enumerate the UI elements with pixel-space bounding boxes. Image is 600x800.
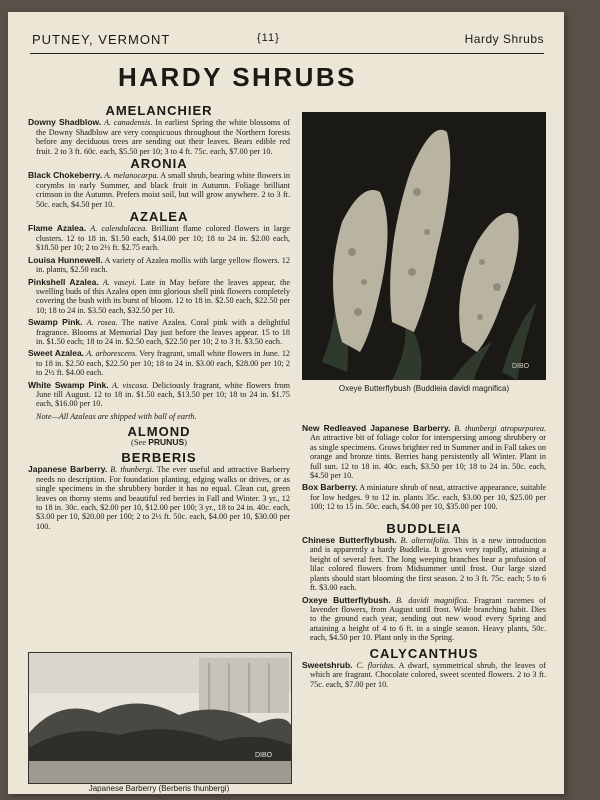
entry-white-swamp-pink bbox=[28, 381, 290, 409]
entry-botanical: A. vaseyi. bbox=[102, 277, 137, 287]
entry-name: White Swamp Pink. bbox=[28, 379, 109, 390]
azalea-note: Note—All Azaleas are shipped with ball of earth. bbox=[36, 411, 197, 421]
entry-text: A dwarf, symmetrical shrub, the leaves of which are fragrant. Chocolate colored, sweet scented flowers. 2 to 3 ft. 75c. each, $7.00 per 10. bbox=[310, 660, 546, 689]
page-title: HARDY SHRUBS bbox=[118, 62, 357, 92]
entry-downy-shadblow bbox=[28, 118, 290, 156]
entry-name: Japanese Barberry. bbox=[28, 464, 108, 475]
section-heading-almond: ALMOND bbox=[127, 424, 191, 440]
entry-sweetshrub bbox=[302, 661, 546, 689]
header-rule bbox=[30, 53, 544, 54]
photo-stamp: DIBO bbox=[255, 752, 273, 759]
entry-botanical: A. viscosa. bbox=[112, 380, 149, 390]
right-column bbox=[302, 424, 546, 692]
entry-box-barberry bbox=[302, 483, 546, 511]
entry-name: Box Barberry. bbox=[302, 482, 358, 493]
entry-name: New Redleaved Japanese Barberry. bbox=[302, 423, 451, 433]
butterflybush-illustration bbox=[302, 112, 546, 380]
entry-text: In earliest Spring the white blossoms of the Downy Shadblow are very conspicuous throughout the Northern forests before any deciduous trees are sending out their leaves. Bears edible red fruit. 2 to 3 ft. 60c. each, $5.50 per 10; 3 to 4 ft. 75c. each, $7.00 per 10. bbox=[36, 118, 291, 156]
entry-text: This is a new introduction and is apparently a hardy Buddleia. It grows very rapidly, attaining a height of several feet. The long weeping branches bear a profusion of lilac colored flowers from Midsummer until frost. Our large sized plants should start blooming the first season. 2 to 3 ft. 75c. each; 5 to 6 ft. $3.00 each. bbox=[310, 536, 546, 593]
entry-text: An attractive bit of foliage color for interspersing among shrubbery or as single specimens. Grows brighter red in Summer and in Fall takes on orange and bronze tints. Berries hang persistently all Winter. Plant in full sun. 12 to 18 in. 40c. each, $3.50 per 10; 18 to 24 in. 50c. each, $4.50 per 10. bbox=[310, 433, 546, 481]
entry-name: Chinese Butterflybush. bbox=[302, 535, 397, 546]
see-prefix: (See bbox=[131, 436, 149, 447]
entry-sweet-azalea bbox=[28, 349, 290, 377]
header-location: PUTNEY, VERMONT bbox=[32, 32, 171, 47]
entry-text: Fragrant racemes of lavender flowers, from August until frost. Wide branching habit. Dies to the ground each year, sending out new wood every Spring and attaining a height of 4 to 6 ft. in a single season. Heavy plants, 50c. each, $4.50 per 10. Plant only in the Spring. bbox=[310, 595, 546, 643]
entry-name: Sweet Azalea. bbox=[28, 348, 85, 359]
entry-oxeye-butterflybush bbox=[302, 596, 546, 643]
page-number: {11} bbox=[257, 32, 280, 44]
barberry-caption: Japanese Barberry (Berberis thunbergi) bbox=[88, 784, 230, 793]
entry-botanical: A. arborescens. bbox=[86, 349, 138, 359]
entry-name: Black Chokeberry. bbox=[28, 170, 103, 181]
entry-name: Louisa Hunnewell. bbox=[28, 254, 103, 265]
section-heading-aronia: ARONIA bbox=[130, 156, 188, 172]
entry-text: Very fragrant, small white flowers in June. 12 to 18 in. $2.50 each, $22.50 per 10; 18 to 24 in. $3.00 each, $28.00 per 10; 2 to 2½ ft. $4.00 each. bbox=[36, 349, 291, 378]
entry-name: Swamp Pink. bbox=[28, 317, 83, 328]
section-heading-buddleia: BUDDLEIA bbox=[386, 520, 462, 536]
entry-botanical: A. canadensis. bbox=[104, 118, 153, 128]
entry-black-chokeberry bbox=[28, 171, 290, 209]
barberry-illustration bbox=[29, 653, 291, 783]
left-column bbox=[28, 104, 290, 534]
entry-redleaved-barberry bbox=[302, 424, 546, 480]
entry-text: Deliciously fragrant, white flowers from June till August. 12 to 18 in. $1.50 each, $13.50 per 10; 18 to 24 in. $1.75 each, $16.00 per 10. bbox=[36, 380, 291, 409]
entry-botanical: C. floridus. bbox=[356, 660, 396, 670]
entry-louisa-hunnewell bbox=[28, 256, 290, 275]
see-target: PRUNUS bbox=[148, 436, 185, 447]
butterflybush-caption: Oxeye Butterflybush (Buddleia davidi magnifica) bbox=[338, 384, 510, 393]
entry-botanical: B. thunbergi. bbox=[110, 465, 154, 475]
section-heading-azalea: AZALEA bbox=[129, 209, 189, 225]
photo-stamp: DIBO bbox=[512, 363, 530, 370]
entry-chinese-butterflybush bbox=[302, 536, 546, 592]
entry-name: Pinkshell Azalea. bbox=[28, 276, 99, 287]
entry-text: Late in May before the leaves appear, the swelling buds of this Azalea open into glorious shell pink flowers completely covering the bush with its burst of bloom. 12 to 18 in. $2.50 each, $22.50 per 10; 18 to 24 in. $3.50 each, $32.50 per 10. bbox=[36, 277, 290, 315]
entry-botanical: B. thunbergi atropurpurea. bbox=[454, 424, 547, 433]
entry-text: The native Azalea. Coral pink with a delightful fragrance. Blooms at Memorial Day just before the leaves appear. 15 to 18 in. $1.50 each; 18 to 24 in. $2.50 each, $22.50 per 10; 2 to 3 ft. $3.50 each. bbox=[36, 318, 291, 346]
entry-name: Downy Shadblow. bbox=[28, 117, 102, 128]
entry-text: Brilliant flame colored flowers in large clusters. 12 to 18 in. $1.50 each, $14.00 per 10; 18 to 24 in. $2.00 each, $18.50 per 10; 2 to 2½ ft. $2.75 each. bbox=[36, 224, 291, 253]
catalog-page bbox=[8, 12, 564, 794]
entry-botanical: B. alternifolia. bbox=[400, 536, 451, 546]
entry-botanical: A. calendulacea. bbox=[90, 224, 148, 234]
entry-botanical: B. davidi magnifica. bbox=[395, 595, 469, 605]
entry-pinkshell-azalea bbox=[28, 278, 290, 316]
entry-botanical: A. rosea. bbox=[86, 318, 118, 328]
entry-text: A variety of Azalea mollis with large yellow flowers. 12 in. plants, $2.50 each. bbox=[36, 255, 290, 275]
barberry-photo bbox=[28, 652, 292, 784]
header-section: Hardy Shrubs bbox=[464, 32, 544, 46]
section-heading-berberis: BERBERIS bbox=[121, 450, 197, 465]
entry-text: A miniature shrub of neat, attractive appearance, suitable for low hedges. 9 to 12 in. plants 35c. each, $3.00 per 10, $25.00 per 100; 12 to 15 in. 50c. each, $4.00 per 10, $35.00 per 100. bbox=[310, 483, 546, 512]
entry-text: A small shrub, bearing white flowers in corymbs in early Summer, and black fruit in Autumn. Foliage brilliant crimson in the Autumn. Prefers moist soil, but will grow anywhere. 2 to 3 ft. 50c. each, $4.50 per 10. bbox=[36, 171, 290, 209]
entry-japanese-barberry bbox=[28, 465, 290, 531]
entry-text: The ever useful and attractive Barberry needs no description. For foundation planting, edging walks or drives, or as single specimens in the shrubbery border it has no equal. Clean cut, green leaves on thorny stems and beautiful red berries in Fall and Winter. 3 yr., 12 to 18 in. 30c. each, $2.00 per 10, $12.00 per 100; 3 yr., 18 to 24 in. 40c. each, $3.00 per 10, $20.00 per 100; 2 to 2½ ft. 50c. each, $4.00 per 10, $30.00 per 100. bbox=[36, 465, 290, 531]
butterflybush-photo bbox=[302, 112, 546, 380]
see-suffix: ) bbox=[184, 436, 187, 447]
entry-name: Flame Azalea. bbox=[28, 223, 87, 234]
entry-name: Sweetshrub. bbox=[302, 659, 353, 670]
entry-name: Oxeye Butterflybush. bbox=[302, 594, 391, 605]
section-heading-amelanchier: AMELANCHIER bbox=[105, 103, 213, 118]
almond-cross-reference bbox=[28, 438, 290, 447]
entry-swamp-pink bbox=[28, 318, 290, 346]
section-heading-calycanthus: CALYCANTHUS bbox=[369, 645, 479, 661]
entry-botanical: A. melanocarpa. bbox=[104, 171, 159, 181]
page-header bbox=[32, 32, 544, 52]
entry-flame-azalea bbox=[28, 224, 290, 252]
